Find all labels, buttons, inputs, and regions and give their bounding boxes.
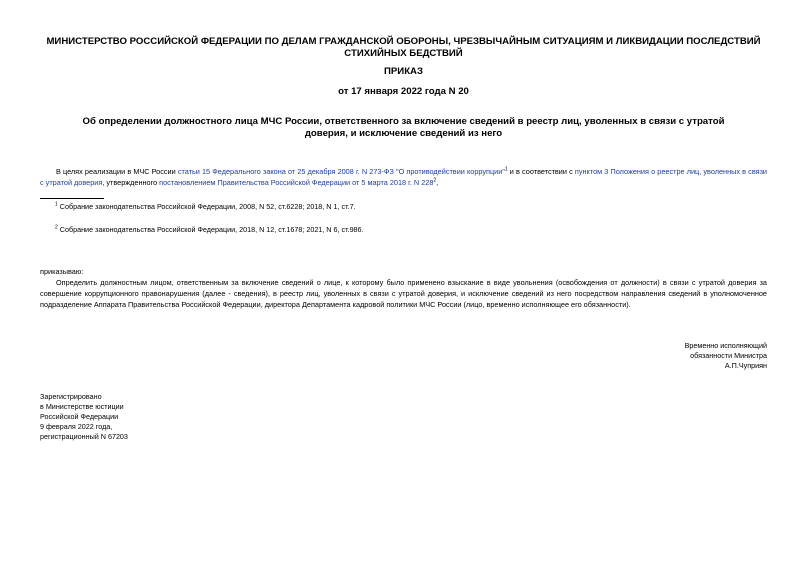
signature-block: [685, 341, 767, 371]
link-federal-law-273[interactable]: статьи 15 Федерального закона от 25 декабря 2008 г. N 273-ФЗ "О противодействии коррупции": [177, 167, 505, 176]
link-registry-regulation[interactable]: пунктом 3 Положения о реестре лиц, уволенных в связи с утратой доверия: [40, 167, 767, 187]
registration-block: [40, 392, 128, 442]
registration-line: в Министерстве юстиции: [40, 402, 124, 411]
registration-line: Зарегистрировано: [40, 392, 102, 401]
footnote-text: Собрание законодательства Российской Федерации, 2008, N 52, ст.6228; 2018, N 1, ст.7.: [59, 202, 356, 211]
order-word: приказываю:: [40, 267, 84, 276]
footnote-ref-1[interactable]: 1: [504, 166, 508, 173]
footnote-mark: 1: [55, 201, 58, 208]
document-type: ПРИКАЗ: [384, 66, 423, 77]
intro-text-1: В целях реализации в МЧС России: [56, 167, 178, 176]
footnote-divider: [40, 198, 104, 199]
signature-line: обязанности Министра: [690, 351, 767, 360]
signature-line: Временно исполняющий: [684, 341, 767, 350]
order-body: Определить должностным лицом, ответственным за включение сведений о лице, к которому было применено взыскание в виде увольнения (освобождения от должности) в связи с утратой доверия за совершение коррупционного правонарушения (далее - сведения), в реестр лиц, уволенных в связи с утратой доверия, и исключение сведений из него посредством направления сведений в уполномоченное подразделение Аппарата Правительства Российской Федерации, директора Департамента кадровой политики МЧС России (лицо, временно исполняющее его обязанности).: [40, 278, 767, 309]
intro-text-3: , утвержденного: [102, 178, 160, 187]
ministry-heading: МИНИСТЕРСТВО РОССИЙСКОЙ ФЕДЕРАЦИИ ПО ДЕЛАМ ГРАЖДАНСКОЙ ОБОРОНЫ, ЧРЕЗВЫЧАЙНЫМ СИТУАЦИЯМ И ЛИКВИДАЦИИ ПОСЛЕДСТВИЙ СТИХИЙНЫХ БЕДСТВИЙ: [46, 36, 761, 59]
link-government-decree-228[interactable]: постановлением Правительства Российской Федерации от 5 марта 2018 г. N 228: [159, 178, 434, 187]
intro-text-4: ,: [436, 178, 439, 187]
intro-paragraph: [40, 166, 767, 188]
document-date-number: от 17 января 2022 года N 20: [338, 86, 469, 97]
document-title: Об определении должностного лица МЧС России, ответственного за включение сведений в реестр лиц, уволенных в связи с утратой доверия, и исключение сведений из него: [82, 116, 725, 139]
footnote-mark: 2: [55, 224, 58, 231]
intro-text-2: и в соответствии с: [507, 167, 575, 176]
registration-line: 9 февраля 2022 года,: [40, 422, 113, 431]
registration-line: Российской Федерации: [40, 412, 119, 421]
registration-number: регистрационный N 67203: [40, 432, 128, 441]
signature-name: А.П.Чуприян: [724, 361, 767, 370]
footnote-text: Собрание законодательства Российской Федерации, 2018, N 12, ст.1678; 2021, N 6, ст.986.: [59, 225, 364, 234]
footnote-1: [55, 202, 356, 212]
footnote-ref-2[interactable]: 2: [433, 177, 437, 184]
footnote-2: [55, 225, 364, 235]
